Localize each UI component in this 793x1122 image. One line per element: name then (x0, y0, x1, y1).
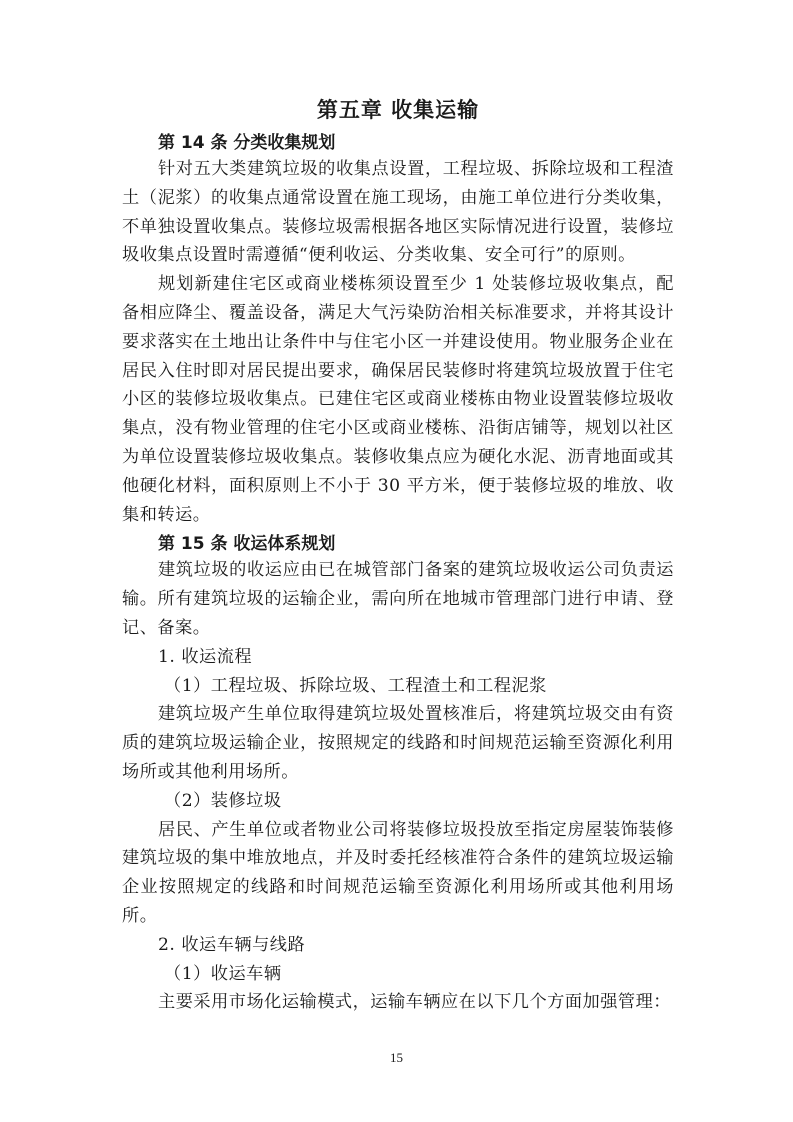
vehicles-item-1-text: 主要采用市场化运输模式，运输车辆应在以下几个方面加强管理： (158, 992, 671, 1013)
process-item-2-heading: （2）装修垃圾 (164, 790, 282, 811)
document-page (122, 92, 674, 1017)
vehicles-routes-heading: 2. 收运车辆与线路 (158, 934, 306, 955)
article-15-title: 第 15 条 收运体系规划 (158, 534, 336, 555)
page-number: 15 (390, 1050, 403, 1065)
article-15-intro: 建筑垃圾的收运应由已在城管部门备案的建筑垃圾收运公司负责运输。所有建筑垃圾的运输企业，需向所在地城市管理部门进行申请、登记、备案。 (122, 560, 674, 638)
article-14-title: 第 14 条 分类收集规划 (158, 133, 336, 153)
article-14-paragraph-2: 规划新建住宅区或商业楼栋须设置至少 1 处装修垃圾收集点，配备相应降尘、覆盖设备，满足大气污染防治相关标准要求，并将其设计要求落实在土地出让条件中与住宅小区一并建设使用。物业服务企业在居民入住时即对居民提出要求，确保居民装修时将建筑垃圾放置于住宅小区的装修垃圾收集点。已建住宅区或商业楼栋由物业设置装修垃圾收集点，没有物业管理的住宅小区或商业楼栋、沿街店铺等，规划以社区为单位设置装修垃圾收集点。装修收集点应为硬化水泥、沥青地面或其他硬化材料，面积原则上不小于 30 平方米，便于装修垃圾的堆放、收集和转运。 (122, 274, 674, 525)
process-item-1-text: 建筑垃圾产生单位取得建筑垃圾处置核准后，将建筑垃圾交由有资质的建筑垃圾运输企业，按照规定的线路和时间规范运输至资源化利用场所或其他利用场所。 (122, 704, 674, 782)
collection-process-heading: 1. 收运流程 (158, 646, 253, 667)
process-item-1-heading: （1）工程垃圾、拆除垃圾、工程渣土和工程泥浆 (164, 675, 547, 696)
chapter-title: 第五章 收集运输 (316, 98, 480, 122)
process-item-2-text: 居民、产生单位或者物业公司将装修垃圾投放至指定房屋装饰装修建筑垃圾的集中堆放地点，并及时委托经核准符合条件的建筑垃圾运输企业按照规定的线路和时间规范运输至资源化利用场所或其他利用场所。 (122, 819, 674, 926)
vehicles-item-1-heading: （1）收运车辆 (164, 963, 282, 984)
article-14-paragraph-1: 针对五大类建筑垃圾的收集点设置，工程垃圾、拆除垃圾和工程渣土（泥浆）的收集点通常设置在施工现场，由施工单位进行分类收集，不单独设置收集点。装修垃圾需根据各地区实际情况进行设置，装修垃圾收集点设置时需遵循“便利收运、分类收集、安全可行”的原则。 (122, 159, 674, 266)
